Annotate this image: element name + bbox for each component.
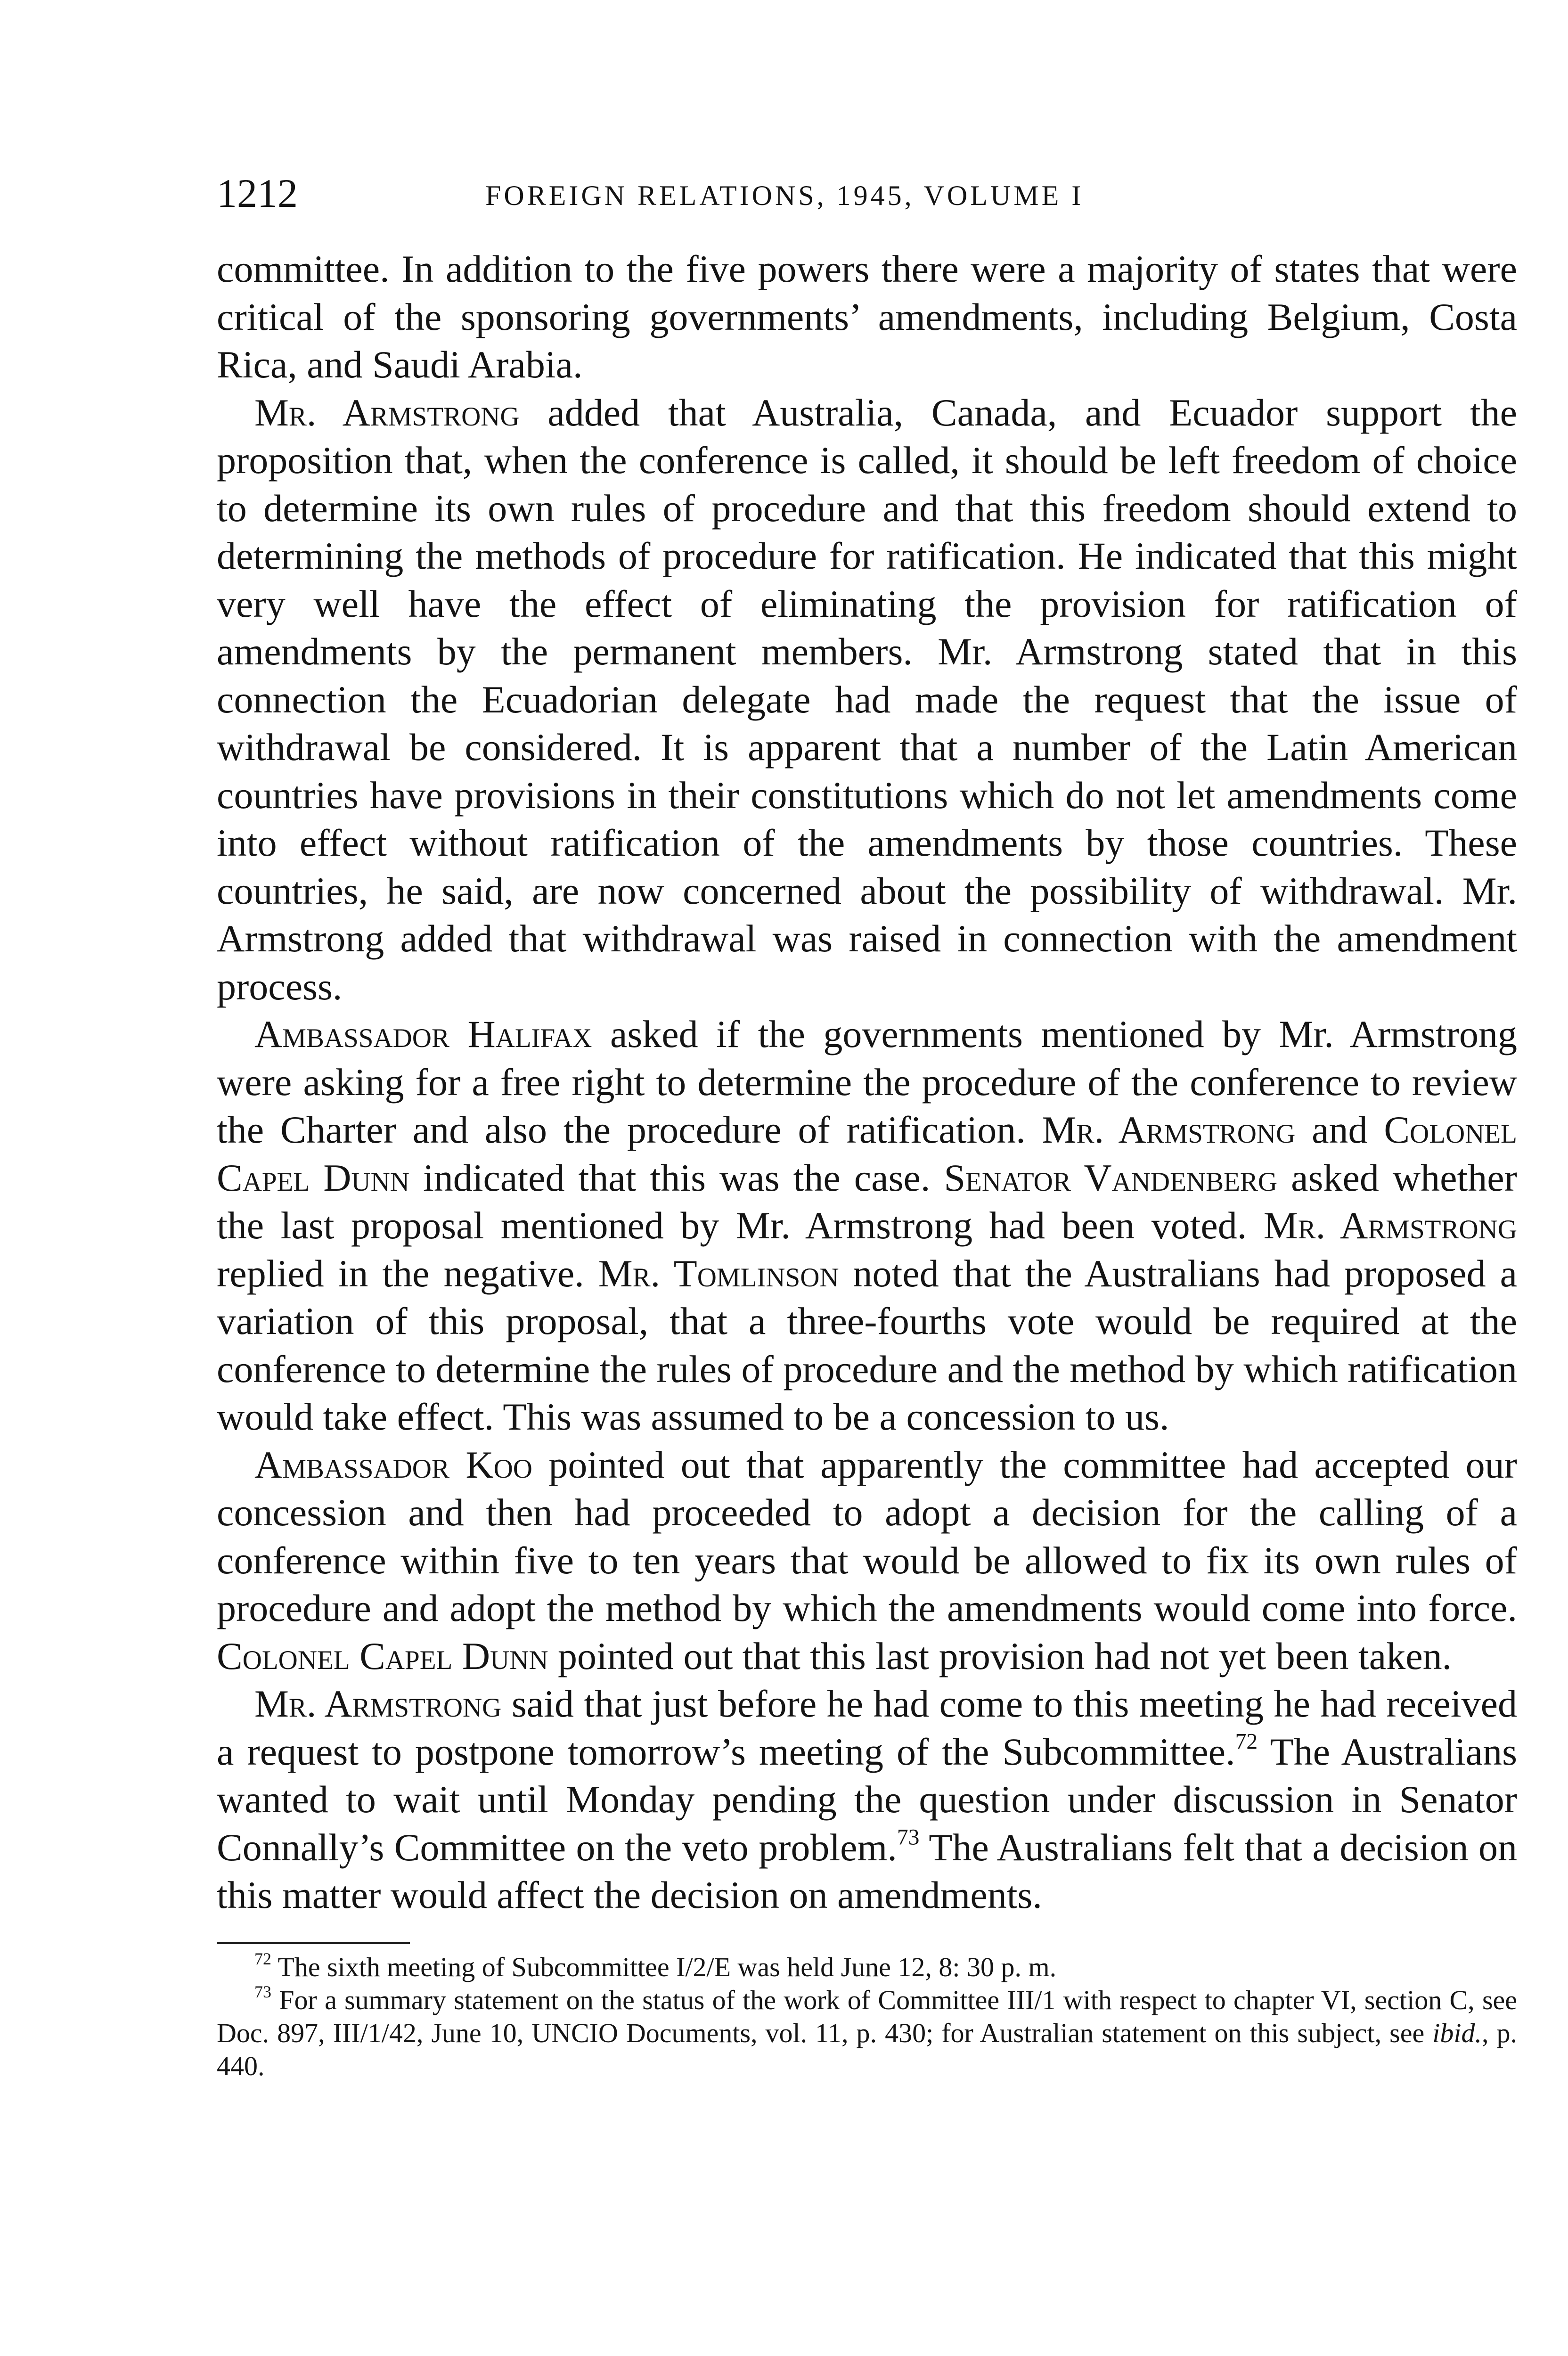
running-header xyxy=(217,170,1517,226)
paragraph-4-text: pointed out that apparently the committee had accepted our concession and then had proceeded to adopt a decision for the calling of a conference within five to ten years that would be allowed to fix its own rules of procedure and adopt the method by which the amendments would come into force. xyxy=(217,1443,1517,1629)
footnote-72 xyxy=(217,1951,1517,1984)
paragraph-3-text: replied in the negative. xyxy=(217,1252,598,1295)
paragraph-3-text: asked if the governments mentioned by Mr. Armstrong were asking for a free right to determine the procedure of the conference to review the Charter and also the procedure of ratification. xyxy=(217,1013,1517,1151)
footnote-divider xyxy=(217,1942,410,1944)
body-text xyxy=(217,245,1517,1919)
speaker-name: Senator Vandenberg xyxy=(944,1156,1278,1199)
paragraph-1 xyxy=(217,245,1517,389)
speaker-name: Colonel Capel Dunn xyxy=(217,1634,548,1677)
footnote-73-text: , p. 440. xyxy=(217,2017,1518,2081)
page-number: 1212 xyxy=(217,171,298,216)
paragraph-3-text: indicated that this was the case. xyxy=(409,1156,944,1199)
paragraph-5-text: The Australians wanted to wait until Monday pending the question under discussion in Senator Connally’s Committee on the veto problem. xyxy=(217,1730,1517,1869)
speaker-name: Mr. Tomlinson xyxy=(598,1252,839,1295)
footnote-marker: 73 xyxy=(254,1982,271,2001)
document-page xyxy=(217,170,1517,2083)
speaker-name: Colonel Capel Dunn xyxy=(217,1108,1517,1199)
speaker-name: Mr. Armstrong xyxy=(1042,1108,1296,1151)
paragraph-3 xyxy=(217,1010,1517,1441)
speaker-name: Mr. Armstrong xyxy=(1263,1204,1517,1247)
footnote-73 xyxy=(217,1984,1517,2083)
paragraph-3-text: noted that the Australians had proposed a variation of this proposal, that a three-fourths vote would be required at the conference to determine the rules of procedure and the method by which ratification would take effect. This was assumed to be a concession to us. xyxy=(217,1252,1518,1438)
paragraph-3-text: and xyxy=(1295,1108,1384,1151)
speaker-name: Mr. Armstrong xyxy=(254,1682,502,1725)
paragraph-2 xyxy=(217,389,1517,1011)
paragraph-5 xyxy=(217,1680,1517,1919)
running-title: FOREIGN RELATIONS, 1945, VOLUME I xyxy=(485,180,1084,211)
footnotes xyxy=(217,1951,1517,2083)
footnote-reference[interactable]: 72 xyxy=(1235,1729,1258,1754)
paragraph-4 xyxy=(217,1441,1517,1680)
footnote-marker: 72 xyxy=(254,1949,271,1968)
paragraph-5-text: The Australians felt that a decision on this matter would affect the decision on amendments. xyxy=(217,1825,1517,1916)
footnote-73-text: For a summary statement on the status of the work of Committee III/1 with respect to chapter VI, section C, see Doc. 897, III/1/42, June 10, UNCIO Documents, vol. 11, p. 430; for Australian statement on this subject, see xyxy=(217,1984,1517,2048)
ibid-citation: ibid. xyxy=(1432,2017,1482,2048)
speaker-name: Ambassador Halifax xyxy=(254,1013,592,1055)
speaker-name: Ambassador Koo xyxy=(254,1443,532,1486)
footnote-reference[interactable]: 73 xyxy=(897,1825,920,1850)
paragraph-2-text: added that Australia, Canada, and Ecuador support the proposition that, when the conference is called, it should be left freedom of choice to determine its own rules of procedure and that this freedom should extend to determining the methods of procedure for ratification. He indicated that this might very well have the effect of eliminating the provision for ratification of amendments by the permanent members. Mr. Armstrong stated that in this connection the Ecuadorian delegate had made the request that the issue of withdrawal be considered. It is apparent that a number of the Latin American countries have provisions in their constitutions which do not let amendments come into effect without ratification of the amendments by those countries. These countries, he said, are now concerned about the possibility of withdrawal. Mr. Armstrong added that withdrawal was raised in connection with the amendment process. xyxy=(217,391,1517,1008)
footnote-72-text: The sixth meeting of Subcommittee I/2/E was held June 12, 8: 30 p. m. xyxy=(271,1951,1057,1982)
speaker-name: Mr. Armstrong xyxy=(254,391,520,434)
paragraph-4-text: pointed out that this last provision had not yet been taken. xyxy=(548,1634,1452,1677)
paragraph-5-text: said that just before he had come to this meeting he had received a request to postpone tomorrow’s meeting of the Subcommittee. xyxy=(217,1682,1517,1773)
paragraph-3-text: asked whether the last proposal mentioned by Mr. Armstrong had been voted. xyxy=(217,1156,1517,1247)
paragraph-1-text: committee. In addition to the five powers there were a majority of states that were critical of the sponsoring governments’ amendments, including Belgium, Costa Rica, and Saudi Arabia. xyxy=(217,247,1517,386)
